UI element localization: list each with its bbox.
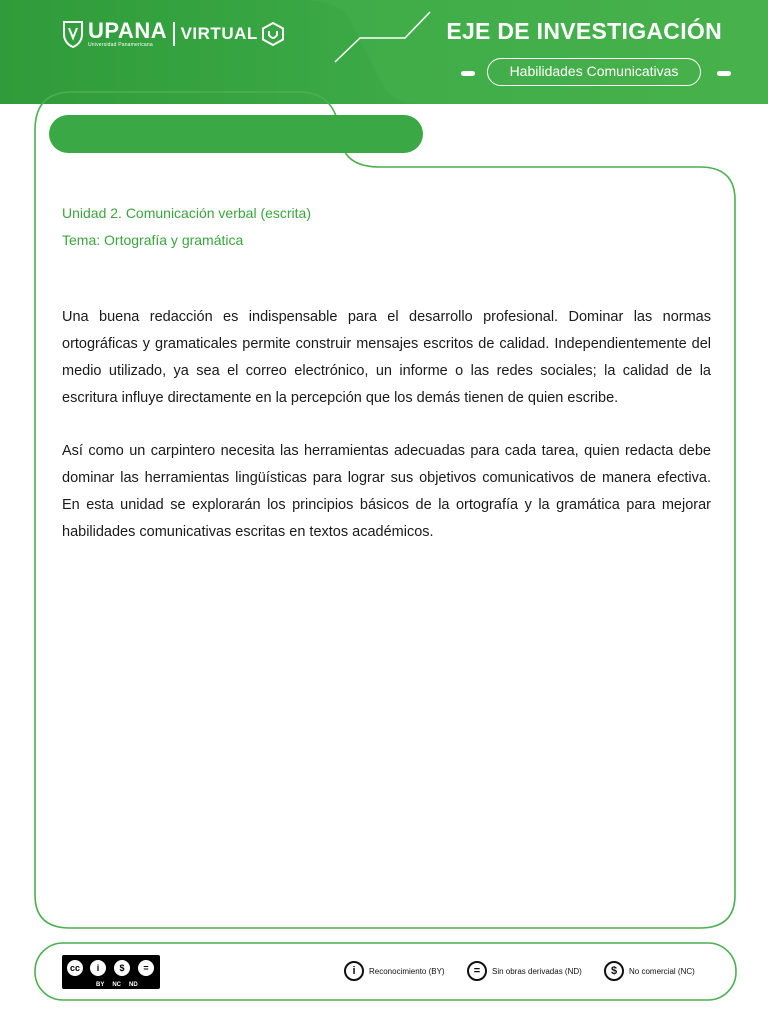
- logo-divider: [173, 22, 175, 46]
- virtual-label: VIRTUAL: [180, 24, 258, 43]
- unit-heading: Unidad 2. Comunicación verbal (escrita): [62, 205, 311, 221]
- pill-dash-left: [461, 71, 475, 76]
- header-decoration: [0, 0, 768, 104]
- upana-logo: [62, 20, 284, 48]
- nd-equals-icon: =: [136, 958, 156, 978]
- license-nd-label: Sin obras derivadas (ND): [492, 966, 582, 976]
- license-nc-label: No comercial (NC): [629, 966, 695, 976]
- cc-license-badge: [62, 955, 160, 989]
- nc-dollar-icon: $: [112, 958, 132, 978]
- brand-subtitle: Universidad Panamericana: [88, 42, 153, 48]
- by-person-icon: i: [88, 958, 108, 978]
- license-nd: [467, 961, 582, 981]
- person-icon: i: [344, 961, 364, 981]
- cc-icon: cc: [65, 958, 85, 978]
- cc-label-by: BY: [96, 982, 105, 988]
- paragraph-1: Una buena redacción es indispensable para el desarrollo profesional. Dominar las normas ortográficas y gramaticales permite construir mensajes escritos de calidad. Independientemente del medio utilizado, ya sea el correo electrónico, un informe o las redes sociales; la calidad de la escritura influye directamente en la percepción que los demás tienen de quien escribe.: [62, 309, 711, 406]
- license-footer: [62, 955, 712, 991]
- cc-label-nc: NC: [112, 982, 122, 988]
- cc-label-nd: ND: [129, 982, 138, 988]
- no-dollar-icon: $: [604, 961, 624, 981]
- shield-icon: [62, 20, 84, 48]
- brand-block: [88, 20, 167, 48]
- course-pill: Habilidades Comunicativas: [487, 58, 701, 86]
- header-banner: [0, 0, 768, 104]
- paragraph-2: Así como un carpintero necesita las herramientas adecuadas para cada tarea, quien redacta debe dominar las herramientas lingüísticas para lograr sus objetivos comunicativos de manera efectiva. En esta unidad se explorarán los principios básicos de la ortografía y la gramática para mejorar habilidades comunicativas escritas en textos académicos.: [62, 443, 711, 540]
- main-content: [62, 200, 711, 546]
- section-tab-bar: [49, 115, 423, 153]
- license-nc: [604, 961, 695, 981]
- topic-heading: Tema: Ortografía y gramática: [62, 232, 244, 248]
- hexagon-icon: [262, 22, 284, 46]
- pill-dash-right: [717, 71, 731, 76]
- license-by-label: Reconocimiento (BY): [369, 966, 445, 976]
- license-by: [344, 961, 445, 981]
- course-pill-row: [461, 58, 731, 88]
- brand-name: UPANA: [88, 18, 168, 43]
- equals-icon: =: [467, 961, 487, 981]
- cc-labels: [96, 982, 138, 988]
- page-title: EJE DE INVESTIGACIÓN: [446, 18, 722, 44]
